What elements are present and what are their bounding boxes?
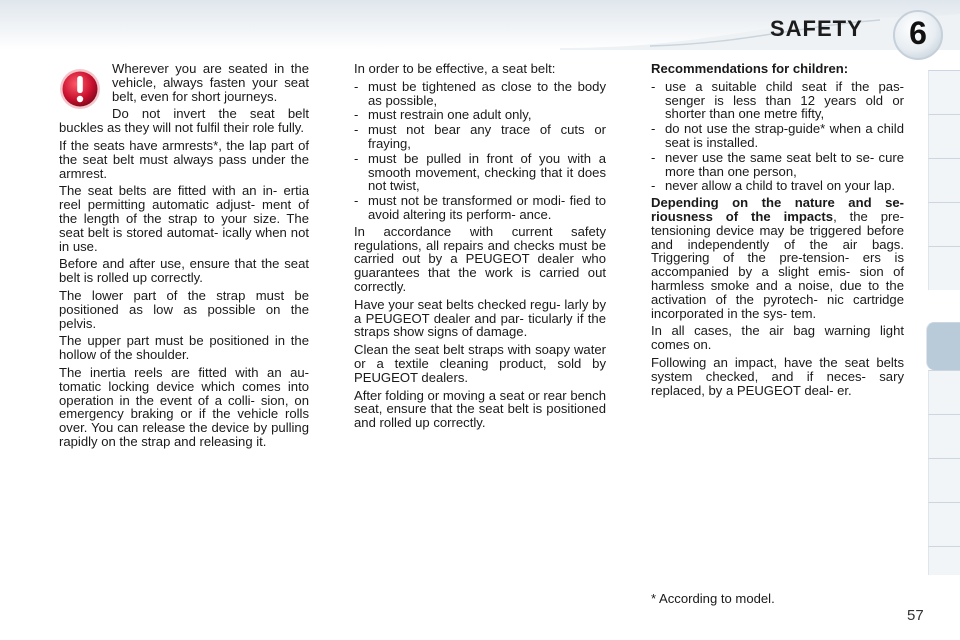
dash: - <box>651 178 656 194</box>
list-item <box>651 151 904 179</box>
dash: - <box>354 78 359 94</box>
paragraph: Have your seat belts checked regu- larly by a PEUGEOT dealer and par- ticularly if the straps show signs of damage. <box>354 296 606 340</box>
paragraph: If the seats have armrests*, the lap part of the seat belt must always pass under the armrest. <box>59 137 309 181</box>
chapter-tab[interactable] <box>928 458 960 502</box>
list-item <box>354 194 606 222</box>
page-number: 57 <box>907 607 924 624</box>
chapter-tab[interactable] <box>928 246 960 290</box>
footnote: * According to model. <box>651 591 775 606</box>
chapter-badge <box>893 10 943 60</box>
chapter-tab[interactable] <box>928 158 960 202</box>
chapter-tab-active[interactable] <box>926 322 960 370</box>
paragraph: After folding or moving a seat or rear bench seat, ensure that the seat belt is positioned and rolled up correctly. <box>354 387 606 431</box>
paragraph-text: , the pre- tensioning device may be triggered before and independently of the air bags. Triggering of the pre-tension- ers is accompanied by a slight emis- sion of harmless smoke and a noise, due to the activation of the pyrotech- nic cartridge incorporated in the sys- tem. <box>651 208 904 321</box>
paragraph: In order to be effective, a seat belt: <box>354 61 556 76</box>
list-item <box>354 123 606 151</box>
dash: - <box>354 107 359 123</box>
paragraph: The seat belts are fitted with an in- ertia reel permitting automatic adjust- ment of the length of the strap to your size. The seat belt is stored automat- ically when not in use. <box>59 183 309 254</box>
section-title: SAFETY <box>770 16 863 41</box>
list-item <box>354 152 606 193</box>
chapter-tab[interactable] <box>928 546 960 575</box>
paragraph: The upper part must be positioned in the hollow of the shoulder. <box>59 333 309 363</box>
chapter-tab[interactable] <box>928 202 960 246</box>
paragraph <box>651 196 904 320</box>
dash: - <box>651 149 656 165</box>
list-item <box>354 108 606 122</box>
chapter-tab[interactable] <box>928 114 960 158</box>
list-item <box>651 80 904 121</box>
dash: - <box>651 78 656 94</box>
dash: - <box>354 122 359 138</box>
children-recommendations-list <box>651 80 904 193</box>
list-item-text: never allow a child to travel on your lap. <box>665 178 895 194</box>
paragraph: In accordance with current safety regulations, all repairs and checks must be carried out by a PEUGEOT dealer who guarantees that the work is carried out correctly. <box>354 223 606 294</box>
chapter-tab[interactable] <box>928 414 960 458</box>
page-header <box>0 0 960 50</box>
list-item-text: never use the same seat belt to se- cure more than one person, <box>665 149 904 179</box>
list-item-text: must not be transformed or modi- fied to avoid altering its perform- ance. <box>368 193 606 222</box>
list-item-text: must not bear any trace of cuts or fraying, <box>368 122 606 151</box>
list-item-text: must be tightened as close to the body as possible, <box>368 78 606 108</box>
list-item <box>651 179 904 193</box>
list-item-text: use a suitable child seat if the pas- senger is less than 12 years old or shorter than one metre fifty, <box>665 78 904 122</box>
paragraph <box>59 107 309 135</box>
list-item-text: must be pulled in front of you with a smooth movement, checking that it does not twist, <box>368 150 606 194</box>
dash: - <box>354 193 359 209</box>
paragraph: Clean the seat belt straps with soapy water or a textile cleaning product, sold by PEUGEOT dealers. <box>354 342 606 385</box>
dash: - <box>354 150 359 166</box>
list-item-text: do not use the strap-guide* when a child seat is installed. <box>665 121 904 150</box>
warning-paragraph: Wherever you are seated in the vehicle, always fasten your seat belt, even for short journeys. <box>112 61 309 104</box>
paragraph: Before and after use, ensure that the seat belt is rolled up correctly. <box>59 256 309 286</box>
list-item-text: must restrain one adult only, <box>368 107 532 123</box>
children-heading: Recommendations for children: <box>651 61 849 76</box>
paragraph: The inertia reels are fitted with an au- tomatic locking device which comes into operation in the event of a colli- sion, on emergency braking or if the vehicle rolls over. You can release the device by pulling rapidly on the strap and releasing it. <box>59 364 309 449</box>
paragraph: The lower part of the strap must be positioned as low as possible on the pelvis. <box>59 287 309 331</box>
seat-belt-requirements-list <box>354 80 606 222</box>
chapter-tab[interactable] <box>928 502 960 546</box>
list-item <box>651 122 904 150</box>
emphasis-text: Depending on the nature and se- riousness of the impacts <box>651 195 904 224</box>
dash: - <box>651 121 656 137</box>
paragraph-text: Do not invert the seat belt buckles as they will not fulfil their role fully. <box>59 106 309 136</box>
column-middle <box>354 62 606 434</box>
chapter-tabs <box>928 70 960 575</box>
chapter-tab[interactable] <box>928 70 960 114</box>
list-item <box>354 80 606 108</box>
paragraph: In all cases, the air bag warning light comes on. <box>651 323 904 353</box>
paragraph: Following an impact, have the seat belts system checked, and if neces- sary replaced, by a PEUGEOT deal- er. <box>651 354 904 398</box>
column-right <box>651 62 904 401</box>
column-left <box>59 62 309 453</box>
chapter-tab[interactable] <box>928 370 960 414</box>
chapter-number: 6 <box>909 15 927 51</box>
